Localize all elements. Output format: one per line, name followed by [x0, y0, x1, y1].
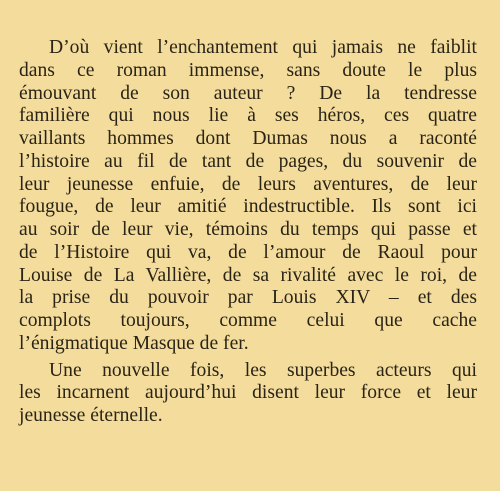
text-line: Louise de La Vallière, de sa rivalité avec le roi, de [19, 264, 477, 286]
text-line: familière qui nous lie à ses héros, ces quatre [19, 105, 477, 127]
text-line: vaillants hommes dont Dumas nous a raconté [19, 128, 477, 149]
text-line: Une nouvelle fois, les superbes acteurs qui [49, 359, 477, 381]
text-line: au soir de leur vie, témoins du temps qui passe et [19, 219, 477, 240]
text-line: D’où vient l’enchantement qui jamais ne faiblit [49, 37, 477, 58]
text-line: fougue, de leur amitié indestructible. Ils sont ici [19, 196, 477, 218]
text-line: de l’Histoire qui va, de l’amour de Raoul pour [19, 241, 477, 263]
blurb-paragraph-1 [19, 37, 477, 356]
blurb-text [19, 37, 477, 428]
text-line: l’histoire au fil de tant de pages, du souvenir de [19, 150, 477, 172]
text-line: émouvant de son auteur ? De la tendresse [19, 82, 477, 104]
text-line: complots toujours, comme celui que cache [19, 310, 477, 331]
text-line: jeunesse éternelle. [19, 405, 163, 426]
text-line: l’énigmatique Masque de fer. [19, 332, 249, 354]
text-line: la prise du pouvoir par Louis XIV – et des [19, 287, 477, 309]
text-line: leur jeunesse enfuie, de leurs aventures, de leur [19, 173, 477, 195]
text-line: les incarnent aujourd’hui disent leur force et leur [19, 382, 477, 404]
blurb-paragraph-2 [19, 360, 477, 428]
text-line: dans ce roman immense, sans doute le plus [19, 59, 477, 81]
